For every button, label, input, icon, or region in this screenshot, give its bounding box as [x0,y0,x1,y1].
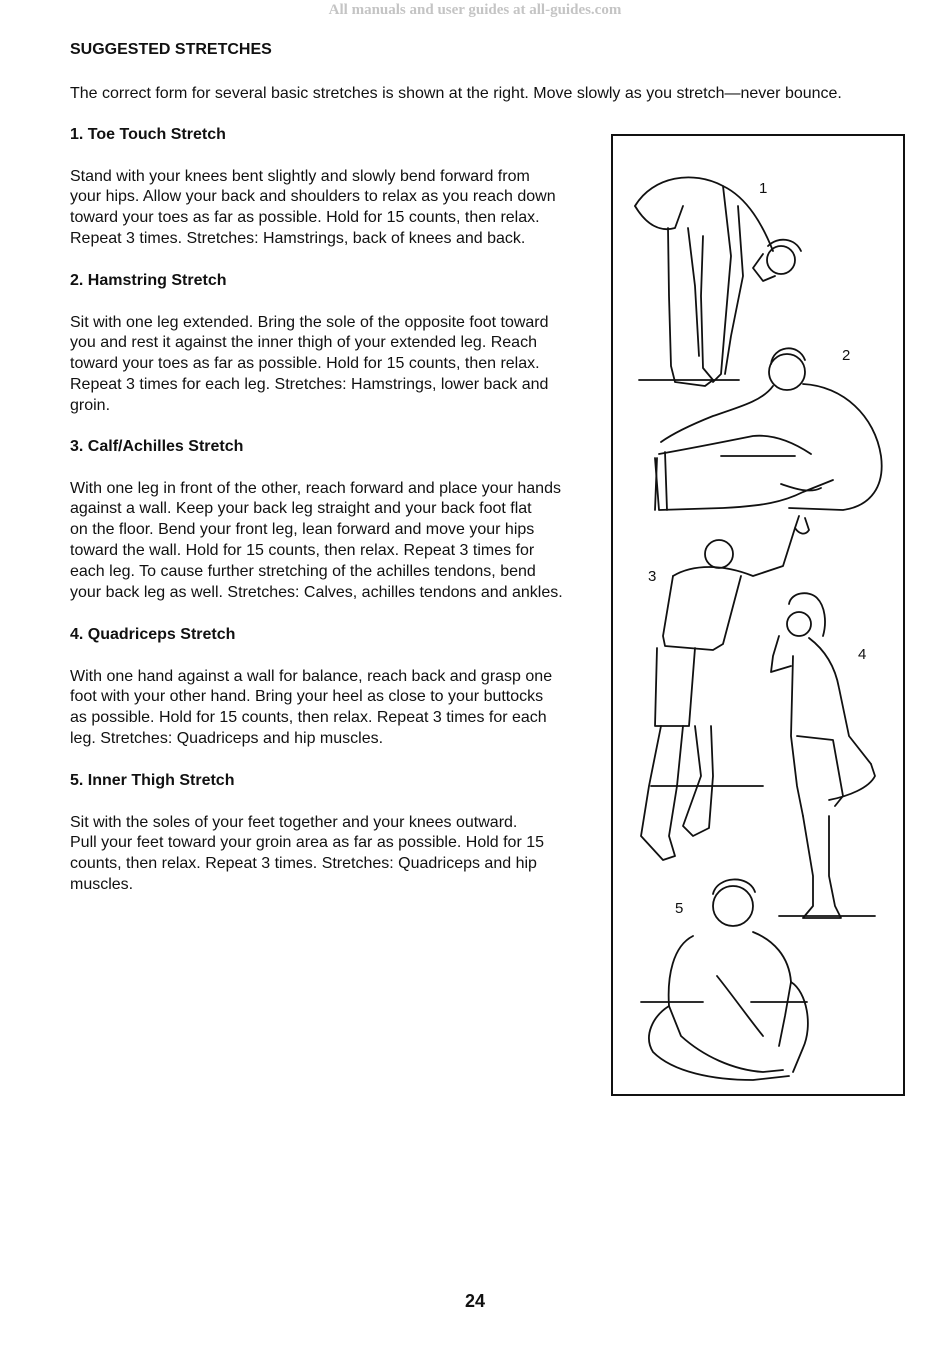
section-line: Pull your feet toward your groin area as far as possible. Hold for 15 [70,834,545,852]
figure-label-4: 4 [858,646,867,663]
section-line: counts, then relax. Repeat 3 times. Stretches: Quadriceps and hip [70,855,537,873]
section-line: foot with your other hand. Bring your heel as close to your buttocks [70,688,544,706]
figure-label-1: 1 [759,180,768,197]
section-line: With one hand against a wall for balance, reach back and grasp one [70,667,553,685]
section-quadriceps [70,625,590,750]
section-line: on the floor. Bend your front leg, lean forward and move your hips [70,521,535,539]
figure-toe-touch [635,177,801,386]
figure-quadriceps [771,593,875,918]
section-heading: 5. Inner Thigh Stretch [70,772,235,789]
section-heading: 2. Hamstring Stretch [70,272,227,289]
intro-paragraph: The correct form for several basic stretches is shown at the right. Move slowly as you stretch—never bounce. [70,85,842,102]
section-line: toward your toes as far as possible. Hold for 15 counts, then relax. [70,209,540,227]
watermark: All manuals and user guides at all-guides.com [328,2,622,18]
figure-label-2: 2 [842,347,851,364]
section-line: Sit with the soles of your feet together and your knees outward. [70,813,518,831]
section-heading: 4. Quadriceps Stretch [70,626,236,643]
section-line: toward the wall. Hold for 15 counts, then relax. Repeat 3 times for [70,541,535,559]
section-line: your hips. Allow your back and shoulders to relax as you reach down [70,188,556,206]
section-line: groin. [70,396,111,414]
page-title-wrap [70,40,610,61]
section-line: leg. Stretches: Quadriceps and hip muscles. [70,729,384,747]
figure-hamstring [655,348,882,510]
section-line: Stand with your knees bent slightly and slowly bend forward from [70,167,530,185]
section-line: Repeat 3 times. Stretches: Hamstrings, back of knees and back. [70,229,526,247]
section-line: Repeat 3 times for each leg. Stretches: Hamstrings, lower back and [70,375,549,393]
section-line: Sit with one leg extended. Bring the sole of the opposite foot toward [70,313,549,331]
figure-calf-achilles [641,516,809,860]
section-heading: 1. Toe Touch Stretch [70,126,226,143]
section-line: With one leg in front of the other, reach forward and place your hands [70,479,561,497]
section-line: toward your toes as far as possible. Hold for 15 counts, then relax. [70,355,540,373]
figure-inner-thigh [641,879,808,1080]
section-line: as possible. Hold for 15 counts, then relax. Repeat 3 times for each [70,709,547,727]
page-title: SUGGESTED STRETCHES [70,41,272,58]
section-hamstring [70,271,590,417]
section-inner-thigh [70,771,590,896]
stretch-figures-drawing [613,136,903,1094]
stretch-illustrations [611,134,905,1096]
page-number: 24 [464,1291,486,1311]
section-toe-touch [70,125,590,250]
section-calf-achilles [70,437,590,603]
section-line: each leg. To cause further stretching of the achilles tendons, bend [70,562,536,580]
figure-label-3: 3 [648,568,657,585]
figure-label-5: 5 [675,900,684,917]
section-line: you and rest it against the inner thigh of your extended leg. Reach [70,334,537,352]
section-line: muscles. [70,875,134,893]
section-heading: 3. Calf/Achilles Stretch [70,438,244,455]
section-line: your back leg as well. Stretches: Calves, achilles tendons and ankles. [70,583,563,601]
section-line: against a wall. Keep your back leg straight and your back foot flat [70,500,532,518]
